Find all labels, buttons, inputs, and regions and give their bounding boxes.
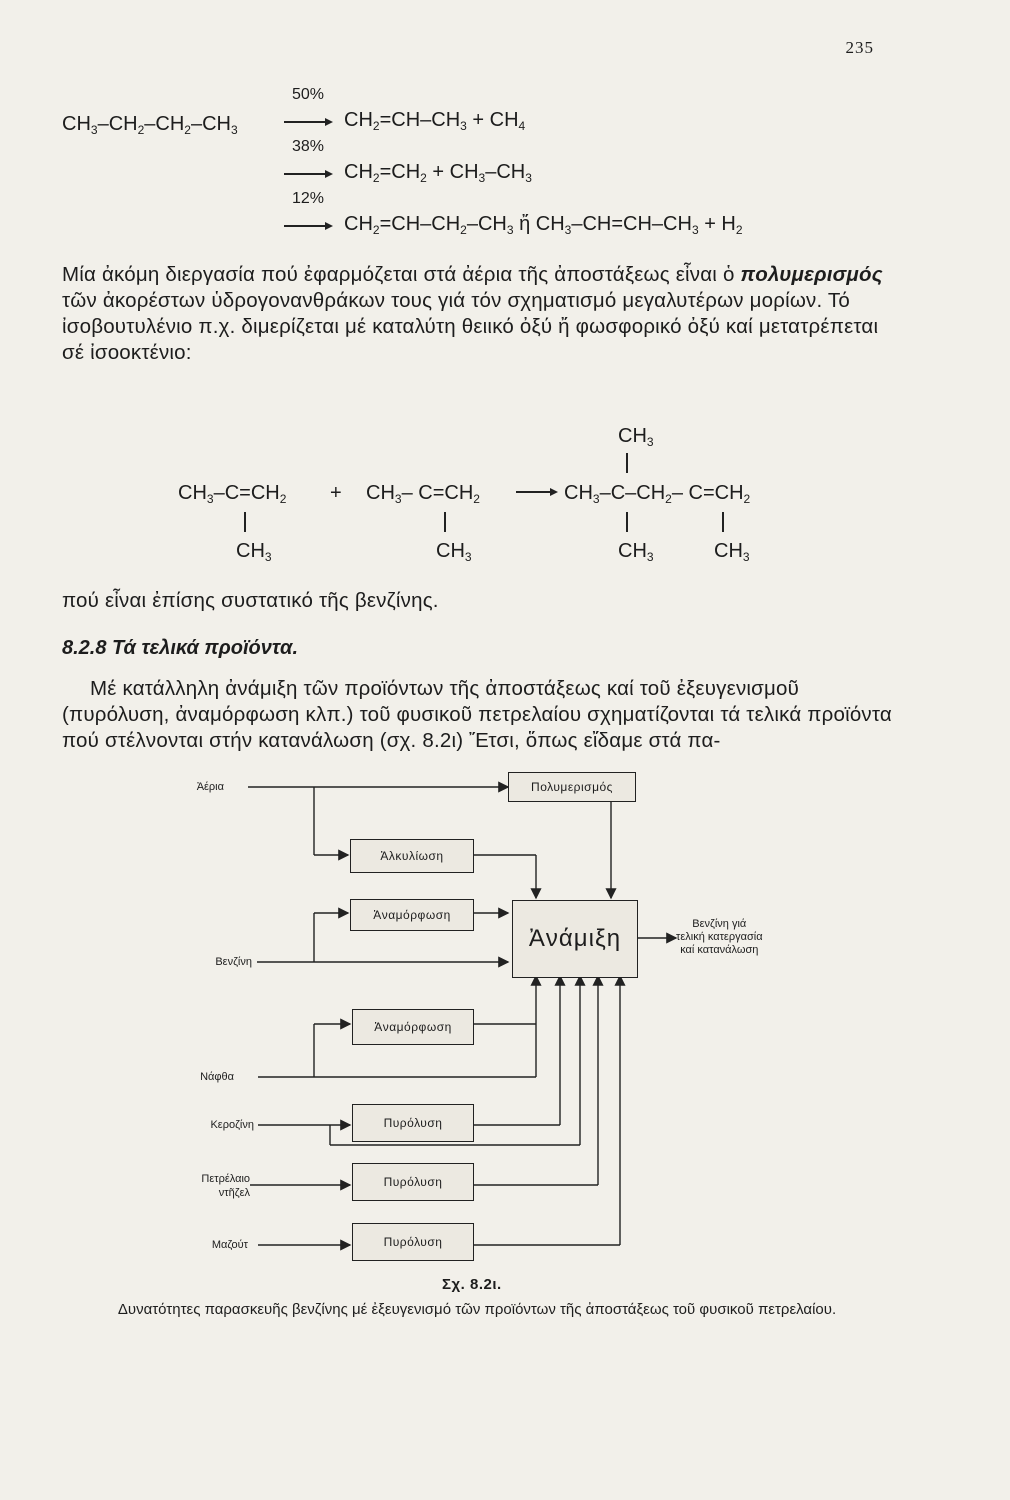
emphasis-term: πολυμερισμός (740, 263, 883, 286)
figure-caption: Δυνατότητες παρασκευῆς βενζίνης μέ ἐξευγενισμό τῶν προϊόντων τῆς ἀποστάξεως τοῦ φυσικοῦ πετρελαίου. (117, 1301, 837, 1318)
output-label: Βενζίνη γιά τελική κατεργασία καί κατανάλωση (676, 918, 763, 956)
section-heading: 8.2.8 Τά τελικά προϊόντα. (62, 637, 299, 659)
paragraph-final-products: Μέ κατάλληλη ἀνάμιξη τῶν προϊόντων τῆς ἀποστάξεως καί τοῦ ἐξευγενισμοῦ (πυρόλυση, ἀναμόρφωση κλπ.) τοῦ φυσικοῦ πετρελαίου σχηματίζονται τά τελικά προϊόντα πού στέλνονται στήν κατανάλωση (σχ. 8.2ι) Ἔτσι, ὅπως εἴδαμε στά πα- (62, 677, 892, 752)
isooctene-branch-1: $CH_3$ (618, 540, 654, 564)
isooctene-branch-2: $CH_3$ (714, 540, 750, 564)
input-label-fuel-oil: Μαζούτ (211, 1239, 248, 1251)
reaction1-percent-38: 38% (292, 138, 325, 155)
box-cracking-2: Πυρόλυση (352, 1163, 474, 1201)
box-reforming-2: Ἀναμόρφωση (352, 1009, 474, 1045)
input-label-gasoline: Βενζίνη (215, 956, 252, 968)
isobutylene-1-branch: $CH_3$ (236, 540, 272, 564)
input-label-kerosene: Κεροζίνη (210, 1119, 254, 1131)
reaction1-percent-12: 12% (292, 190, 325, 207)
box-alkylation: Ἀλκυλίωση (350, 839, 474, 873)
isooctene-main: $CH_3-C-CH_2-$ $C=CH_2$ (564, 482, 751, 506)
box-cracking-3: Πυρόλυση (352, 1223, 474, 1261)
reaction1-product-1: $CH_2=CH-CH_3 + CH_4$ (344, 109, 526, 133)
page-number: 235 (845, 38, 874, 57)
plus-sign: + (330, 482, 342, 504)
paragraph-gasoline-component: πού εἶναι ἐπίσης συστατικό τῆς βενζίνης. (62, 589, 439, 612)
input-label-naphtha: Νάφθα (200, 1071, 234, 1083)
input-label-gases: Ἀέρια (196, 781, 224, 793)
reaction1-reactant: $CH_3-CH_2-CH_2-CH_3$ (62, 113, 238, 137)
figure-label: Σχ. 8.2ι. (442, 1276, 502, 1293)
box-reforming-1: Ἀναμόρφωση (350, 899, 474, 931)
product-top-branch: $CH_3$ (618, 425, 654, 449)
reaction1-percent-50: 50% (292, 86, 325, 103)
box-mixing: Ἀνάμιξη (512, 900, 638, 978)
isobutylene-1-main: $CH_3-C=CH_2$ (178, 482, 287, 506)
isobutylene-2-main: $CH_3-$ $C=CH_2$ (366, 482, 480, 506)
isobutylene-2-branch: $CH_3$ (436, 540, 472, 564)
box-polymerization: Πολυμερισμός (508, 772, 636, 802)
reaction1-product-3: $CH_2=CH-CH_2-CH_3$ ἤ $CH_3-CH=CH-CH_3 + H_2$ (344, 213, 743, 237)
box-cracking-1: Πυρόλυση (352, 1104, 474, 1142)
input-label-diesel: Πετρέλαιο ντῆζελ (201, 1173, 250, 1199)
reaction1-product-2: $CH_2=CH_2 + CH_3-CH_3$ (344, 161, 532, 185)
paragraph-polymerization: Μία ἀκόμη διεργασία πού ἐφαρμόζεται στά ἀέρια τῆς ἀποστάξεως εἶναι ὁ πολυμερισμός τῶν ἀκορέστων ὑδρογονανθράκων τους γιά τόν σχηματισμό μεγαλυτέρων μορίων. Τό ἰσοβουτυλένιο π.χ. διμερίζεται μέ καταλύτη θειικό ὀξύ ἤ φωσφορικό ὀξύ καί μετατρέπεται σέ ἰσοοκτένιο: (62, 263, 883, 364)
